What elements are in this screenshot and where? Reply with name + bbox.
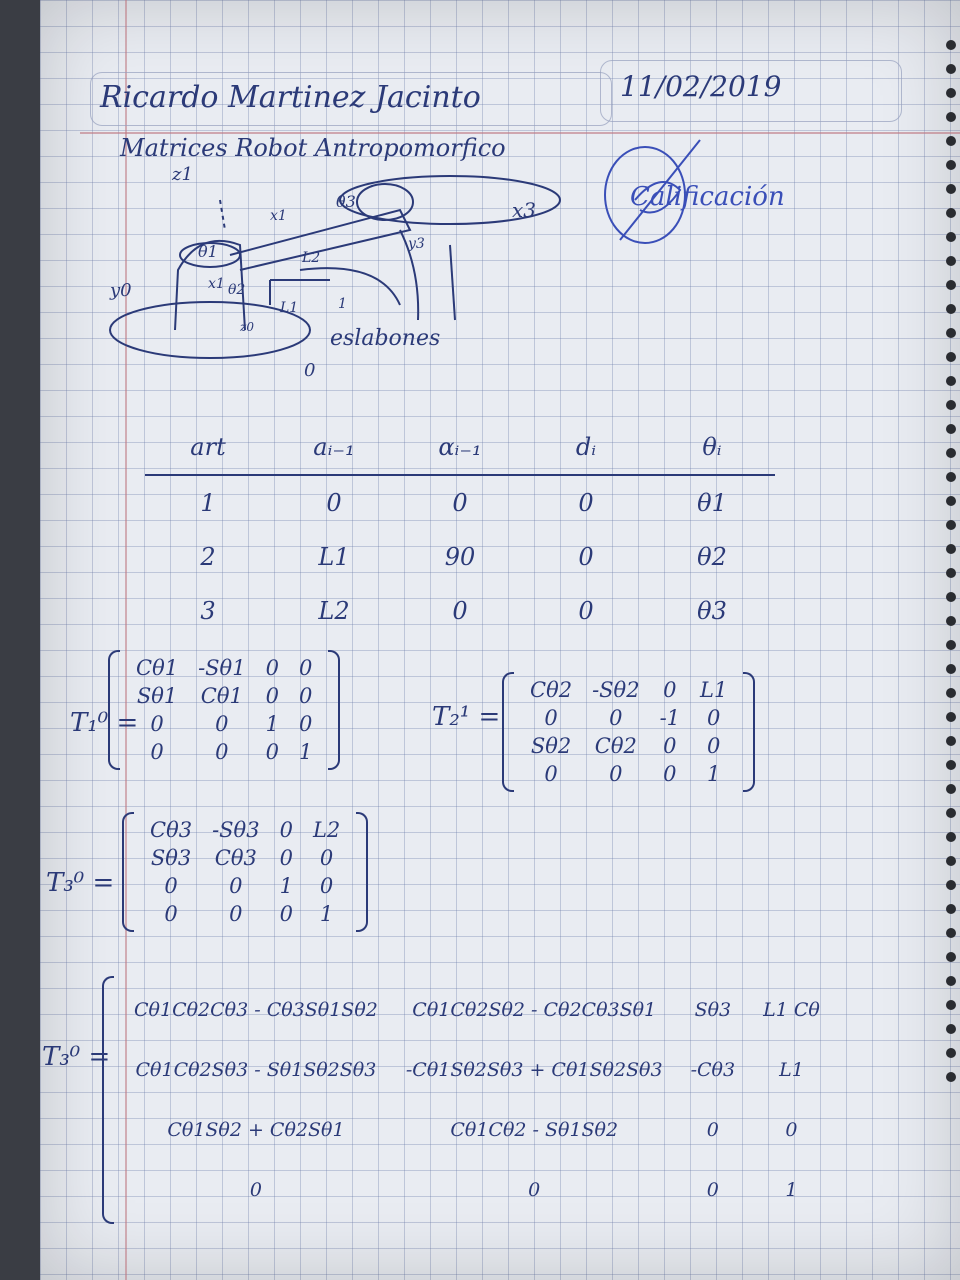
label-zero: 0 (304, 360, 316, 381)
matrix-cell: 0 (544, 762, 558, 786)
matrix-cell: 0 (164, 874, 178, 898)
matrix-cell: L1 Cθ (763, 999, 820, 1021)
matrix-cell: Cθ1Cθ2Cθ3 - Cθ3Sθ1Sθ2 (134, 999, 378, 1021)
arc-1 (300, 268, 400, 305)
matrix-cell: 1 (298, 740, 313, 764)
matrix-cell: Cθ1Cθ2Sθ3 - Sθ1Sθ2Sθ3 (135, 1059, 377, 1081)
dh-cell: L2 (318, 597, 350, 625)
matrix-cell: 0 (706, 1119, 719, 1141)
matrix-cell: L2 (312, 818, 341, 842)
matrix-label-t23: T₃⁰ = (46, 868, 115, 898)
matrix-cell: 0 (150, 740, 164, 764)
label-l1: L1 (280, 300, 299, 316)
label-y3: y3 (408, 236, 425, 252)
matrix-cell: 0 (215, 740, 229, 764)
matrix-cell: 0 (279, 846, 293, 870)
matrix-cell: Cθ1Sθ2 + Cθ2Sθ1 (167, 1119, 345, 1141)
matrix-t12 (502, 672, 755, 792)
matrix-t01 (108, 650, 340, 770)
matrix-cell: 0 (707, 734, 721, 758)
matrix-cell: -1 (659, 706, 681, 730)
matrix-label-t01: T₁⁰ = (70, 708, 139, 738)
label-z1: z1 (172, 164, 193, 185)
matrix-cell: 0 (319, 846, 334, 870)
matrix-cell: 0 (609, 762, 623, 786)
notebook-page (40, 0, 960, 1280)
matrix-cell: 1 (785, 1179, 798, 1201)
table-row (145, 584, 775, 638)
matrix-cell: 0 (229, 902, 243, 926)
matrix-cell: 0 (706, 1179, 719, 1201)
matrix-cell: 0 (785, 1119, 798, 1141)
matrix-cell: 0 (663, 734, 677, 758)
matrix-label-t12: T₂¹ = (432, 702, 501, 732)
matrix-cell: Cθ3 (150, 818, 193, 842)
matrix-cell: 0 (279, 818, 293, 842)
page-topic: Matrices Robot Antropomorfico (120, 134, 506, 162)
label-z0: z0 (240, 320, 254, 334)
matrix-cell: 0 (298, 712, 313, 736)
matrix-cell: Cθ2 (594, 734, 637, 758)
dh-cell: θ2 (697, 543, 727, 571)
matrix-cell: Cθ3 (214, 846, 257, 870)
signature-text: Calificación (630, 182, 785, 212)
matrix-cell: Sθ3 (150, 846, 192, 870)
robot-diagram (100, 160, 560, 390)
matrix-cell: 0 (150, 712, 164, 736)
dh-cell: θ1 (697, 489, 727, 517)
matrix-cell: -Cθ1Sθ2Sθ3 + Cθ1Sθ2Sθ3 (405, 1059, 663, 1081)
dh-table (145, 420, 775, 638)
matrix-cell: Cθ1 (200, 684, 243, 708)
dh-header-row (145, 420, 775, 475)
matrix-t03 (102, 976, 852, 1224)
matrix-cell: 0 (528, 1179, 541, 1201)
matrix-cell: 0 (249, 1179, 262, 1201)
dh-cell: 1 (200, 489, 216, 517)
matrix-cell: 0 (215, 712, 229, 736)
matrix-cell: -Sθ3 (212, 818, 260, 842)
spiral-holes (942, 40, 960, 1140)
matrix-cell: 0 (229, 874, 243, 898)
dh-header: dᵢ (523, 420, 649, 475)
y3-axis (450, 245, 455, 320)
dh-cell: 0 (326, 489, 342, 517)
grader-signature (590, 130, 785, 270)
matrix-cell: 1 (319, 902, 334, 926)
matrix-cell: Cθ1Cθ2 - Sθ1Sθ2 (450, 1119, 619, 1141)
matrix-cell: Sθ3 (694, 999, 732, 1021)
table-row (145, 475, 775, 530)
matrix-cell: L1 (779, 1059, 804, 1081)
z1-axis (220, 200, 225, 230)
matrix-cell: 0 (319, 874, 334, 898)
date: 11/02/2019 (620, 70, 782, 103)
dh-cell: 0 (578, 543, 594, 571)
label-theta1: θ1 (198, 242, 218, 261)
label-l2: L2 (302, 250, 321, 266)
dh-cell: θ3 (697, 597, 727, 625)
matrix-cell: 1 (707, 762, 721, 786)
dh-header: aᵢ₋₁ (271, 420, 397, 475)
label-one: 1 (338, 296, 347, 312)
matrix-t23 (122, 812, 368, 932)
label-y0: y0 (110, 280, 132, 301)
label-x1b: x1 (208, 276, 225, 292)
matrix-cell: 0 (609, 706, 623, 730)
matrix-label-t03: T₃⁰ = (42, 1042, 111, 1072)
matrix-cell: -Cθ3 (690, 1059, 736, 1081)
matrix-cell: 0 (265, 656, 279, 680)
matrix-cell: 0 (298, 656, 313, 680)
matrix-cell: 0 (544, 706, 558, 730)
matrix-cell: Cθ2 (530, 678, 573, 702)
matrix-cell: 0 (265, 684, 279, 708)
matrix-cell: 0 (663, 678, 677, 702)
matrix-cell: Cθ1 (136, 656, 179, 680)
matrix-cell: 0 (707, 706, 721, 730)
dh-cell: 90 (444, 543, 476, 571)
matrix-cell: 0 (279, 902, 293, 926)
matrix-cell: 1 (265, 712, 279, 736)
dh-cell: 0 (578, 489, 594, 517)
matrix-cell: Sθ1 (136, 684, 178, 708)
dh-cell: 0 (578, 597, 594, 625)
matrix-cell: Cθ1Cθ2Sθ2 - Cθ2Cθ3Sθ1 (412, 999, 657, 1021)
matrix-cell: 0 (164, 902, 178, 926)
label-theta3: θ3 (336, 192, 356, 211)
matrix-cell: -Sθ2 (592, 678, 640, 702)
matrix-cell: 0 (298, 684, 313, 708)
dh-cell: 3 (200, 597, 216, 625)
matrix-cell: -Sθ1 (198, 656, 246, 680)
table-row (145, 530, 775, 584)
matrix-cell: 0 (265, 740, 279, 764)
l1-marker (270, 280, 330, 305)
dh-header: θᵢ (649, 420, 775, 475)
dh-cell: 0 (452, 489, 468, 517)
matrix-cell: 0 (663, 762, 677, 786)
label-x1: x1 (270, 208, 287, 224)
links-note: eslabones (330, 326, 441, 351)
label-theta2: θ2 (228, 282, 246, 298)
dh-cell: L1 (318, 543, 350, 571)
dh-cell: 0 (452, 597, 468, 625)
label-x3: x3 (512, 198, 537, 222)
matrix-cell: L1 (700, 678, 728, 702)
dh-cell: 2 (200, 543, 216, 571)
student-name: Ricardo Martinez Jacinto (100, 80, 481, 115)
dh-header: αᵢ₋₁ (397, 420, 523, 475)
matrix-cell: 1 (279, 874, 293, 898)
matrix-cell: Sθ2 (530, 734, 572, 758)
dh-header: art (145, 420, 271, 475)
